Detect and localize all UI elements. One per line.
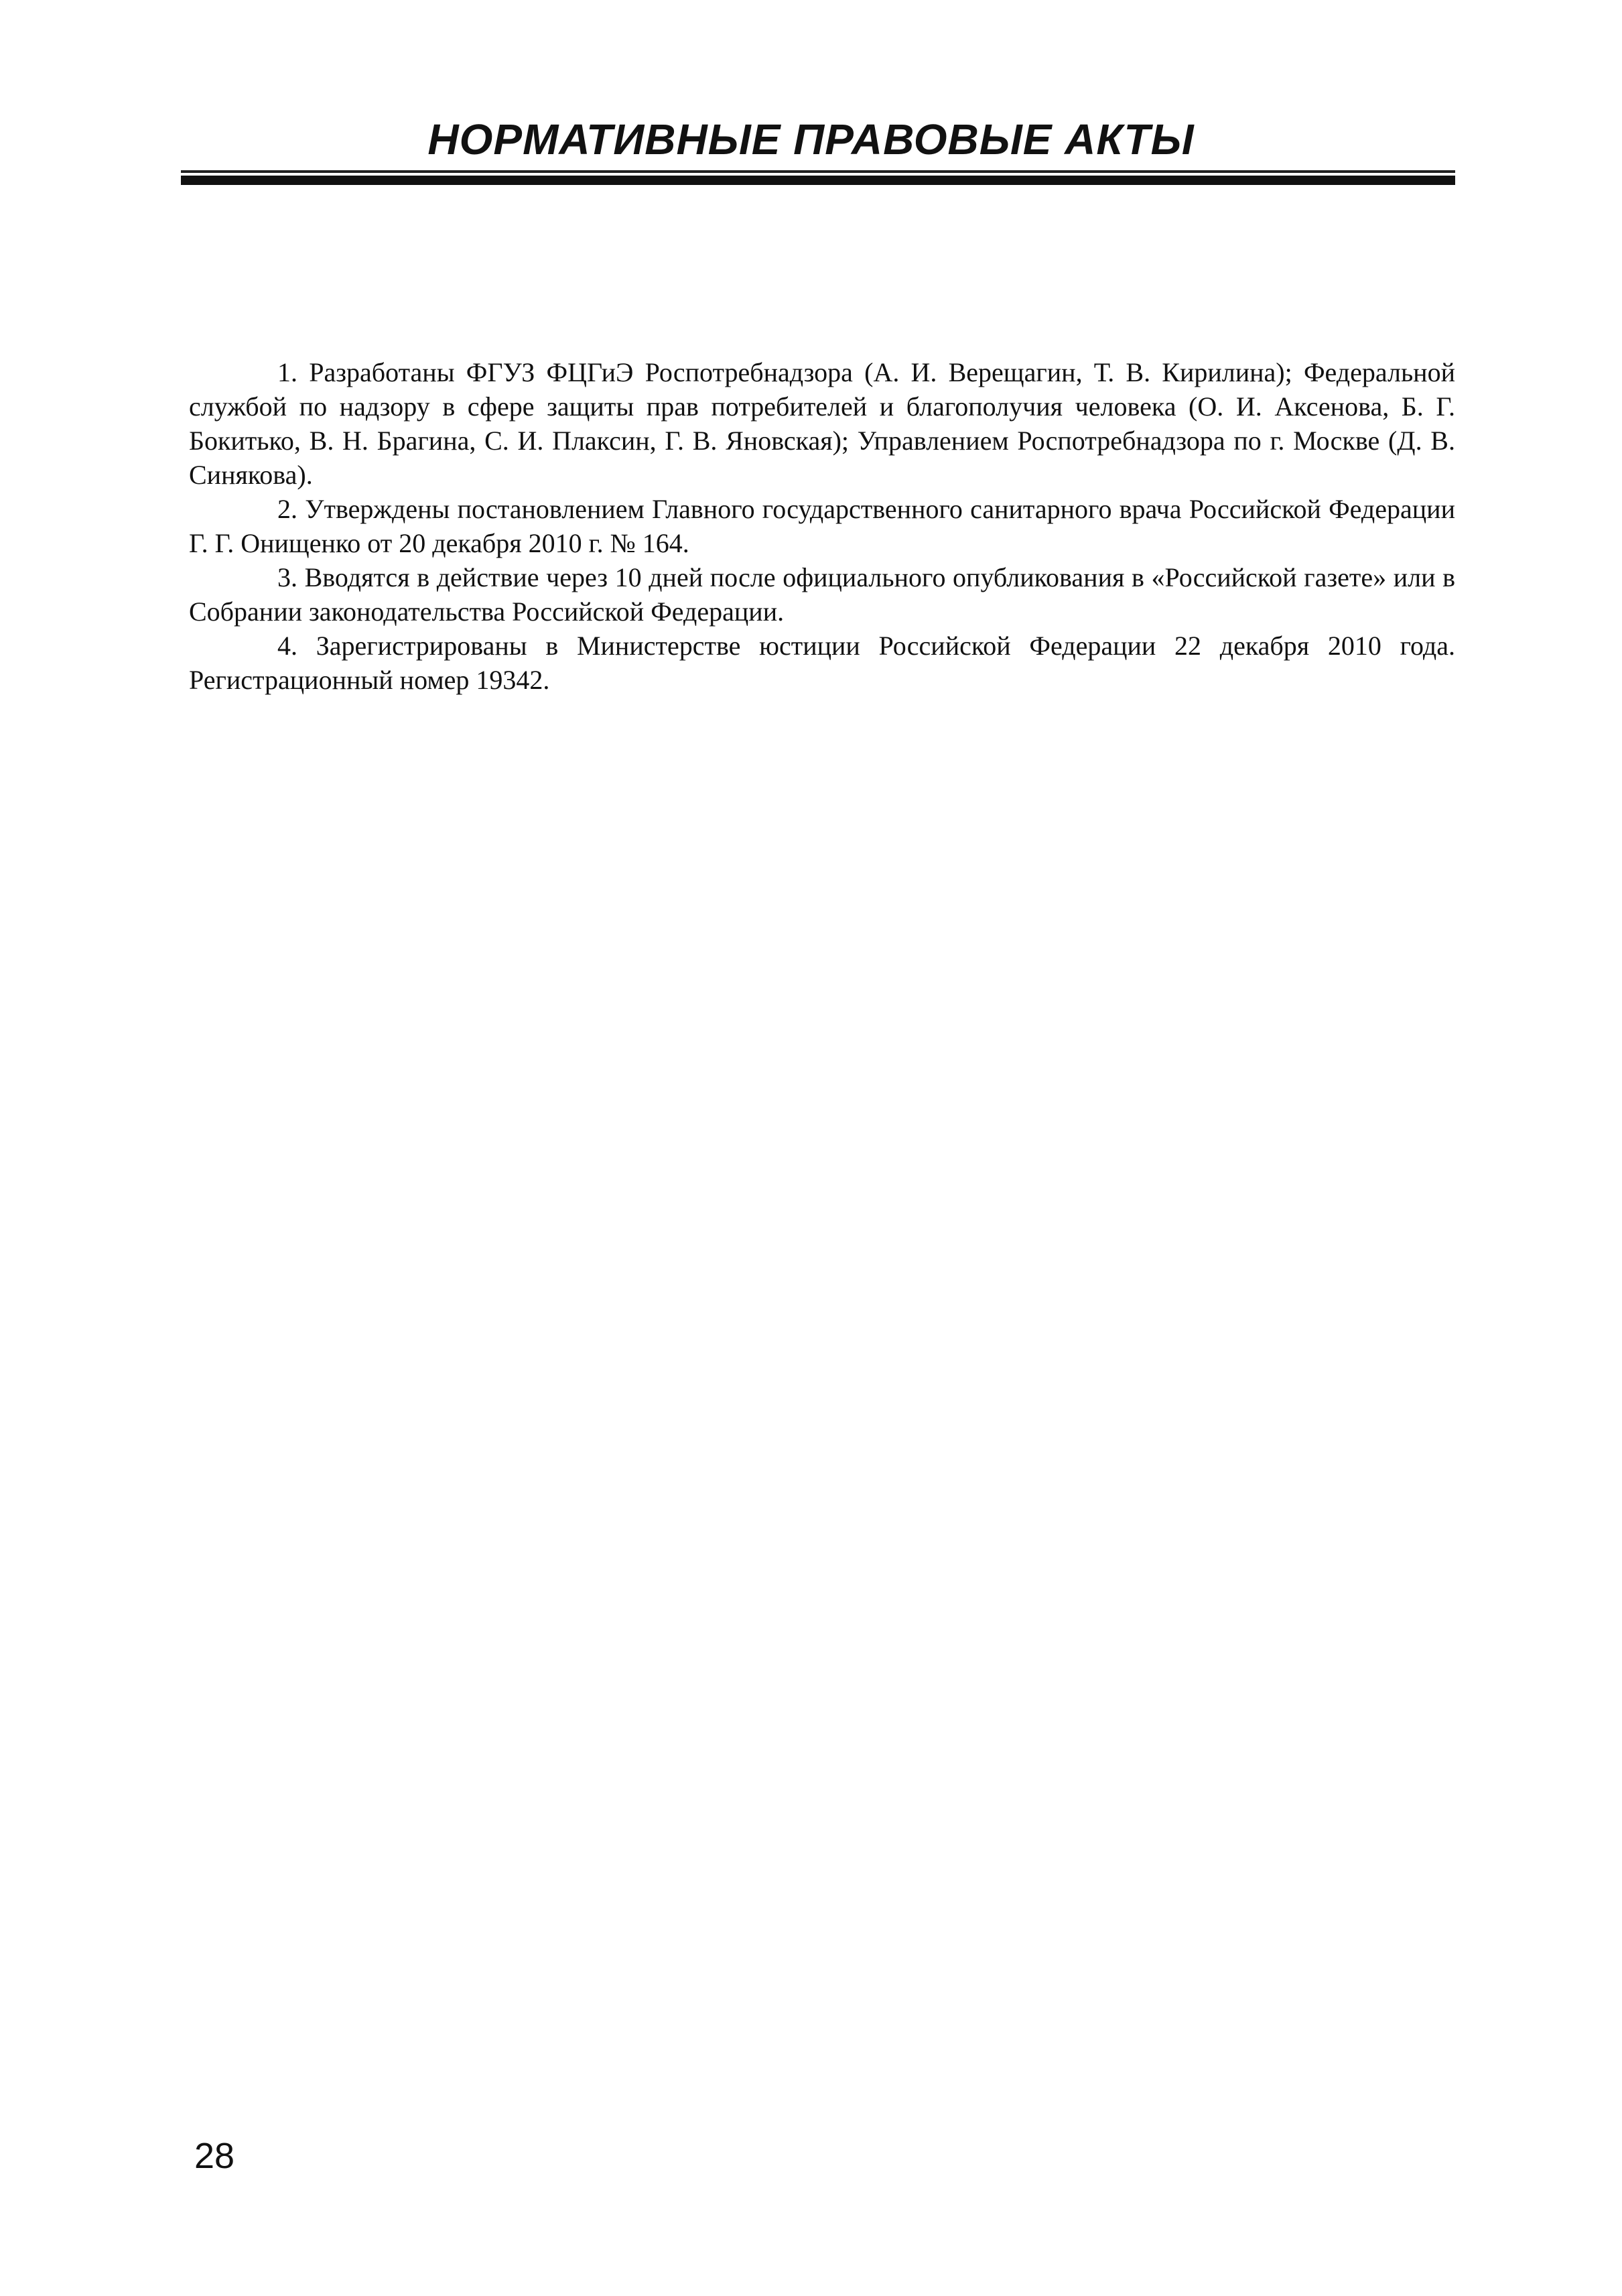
header-rule-thin — [181, 170, 1455, 173]
paragraph-developers: 1. Разработаны ФГУЗ ФЦГиЭ Роспотребнадзора (А. И. Верещагин, Т. В. Кирилина); Федеральной службой по надзору в сфере защиты прав потребителей и благополучия человека (О. И. Аксенова, Б. Г. Бокитько, В. Н. Брагина, С. И. Плаксин, Г. В. Яновская); Управлением Роспотребнадзора по г. Москве (Д. В. Синякова). — [189, 357, 1455, 490]
document-body — [189, 355, 1455, 697]
header-rule-thick — [181, 176, 1455, 185]
paragraph-effective-date: 3. Вводятся в действие через 10 дней после официального опубликования в «Российской газете» или в Собрании законодательства Российской Федерации. — [189, 562, 1455, 627]
paragraph-approval: 2. Утверждены постановлением Главного государственного санитарного врача Российской Федерации Г. Г. Онищенко от 20 декабря 2010 г. № 164. — [189, 494, 1455, 558]
section-header-title: НОРМАТИВНЫЕ ПРАВОВЫЕ АКТЫ — [427, 115, 1195, 164]
page-number: 28 — [194, 2136, 235, 2176]
paragraph-registration: 4. Зарегистрированы в Министерстве юстиции Российской Федерации 22 декабря 2010 года. Регистрационный номер 19342. — [189, 631, 1455, 695]
